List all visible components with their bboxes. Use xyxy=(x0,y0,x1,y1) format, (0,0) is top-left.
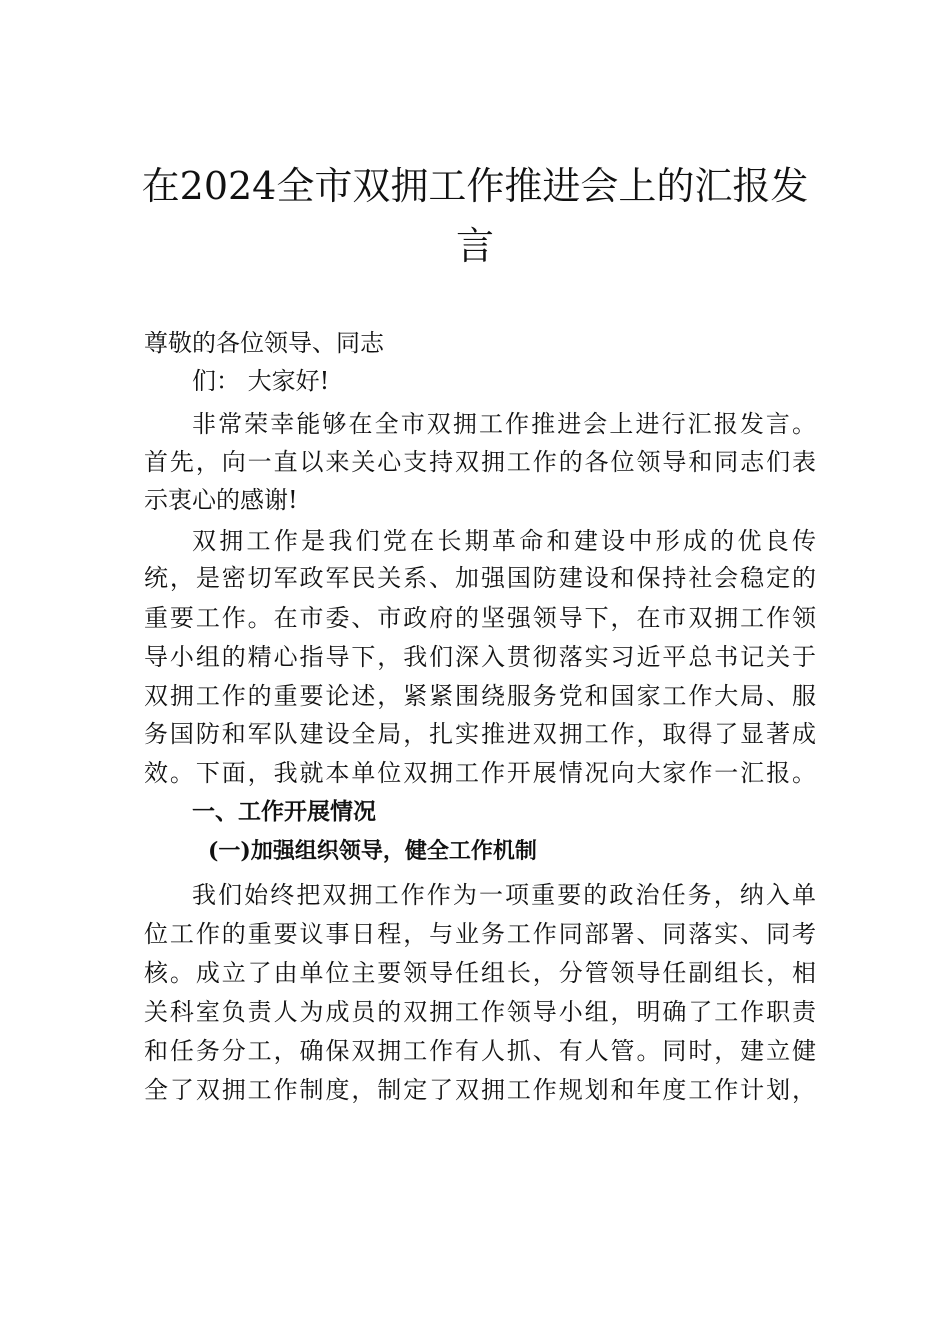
paragraph-line: 我们始终把双拥工作作为一项重要的政治任务，纳入单 xyxy=(192,881,816,909)
paragraph-line: 位工作的重要议事日程，与业务工作同部署、同落实、同考 xyxy=(144,920,816,948)
document-title-line-1: 在2024全市双拥工作推进会上的汇报发 xyxy=(141,164,809,208)
paragraph-line: 双拥工作的重要论述，紧紧围绕服务党和国家工作大局、服 xyxy=(144,682,816,710)
paragraph-line: 示衷心的感谢! xyxy=(144,486,298,514)
document-title-line-2: 言 xyxy=(455,224,494,268)
paragraph-line: 关科室负责人为成员的双拥工作领导小组，明确了工作职责 xyxy=(144,998,816,1026)
section-heading: 一、工作开展情况 xyxy=(192,799,376,825)
paragraph-line: 核。成立了由单位主要领导任组长，分管领导任副组长，相 xyxy=(144,959,816,987)
paragraph-line: 重要工作。在市委、市政府的坚强领导下，在市双拥工作领 xyxy=(144,604,816,632)
paragraph-line: 双拥工作是我们党在长期革命和建设中形成的优良传 xyxy=(192,527,816,555)
paragraph-line: 导小组的精心指导下，我们深入贯彻落实习近平总书记关于 xyxy=(144,643,816,671)
salutation-line: 尊敬的各位领导、同志 xyxy=(144,329,384,357)
paragraph-line: 首先，向一直以来关心支持双拥工作的各位领导和同志们表 xyxy=(144,448,816,476)
paragraph-line: 统，是密切军政军民关系、加强国防建设和保持社会稳定的 xyxy=(144,564,816,592)
paragraph-line: 非常荣幸能够在全市双拥工作推进会上进行汇报发言。 xyxy=(192,410,816,438)
greeting-line: 们： 大家好! xyxy=(192,367,330,395)
paragraph-line: 务国防和军队建设全局，扎实推进双拥工作，取得了显著成 xyxy=(144,720,816,748)
paragraph-line: 全了双拥工作制度，制定了双拥工作规划和年度工作计划， xyxy=(144,1076,816,1104)
subsection-heading: (一)加强组织领导，健全工作机制 xyxy=(208,838,537,864)
paragraph-line: 效。下面，我就本单位双拥工作开展情况向大家作一汇报。 xyxy=(144,759,816,787)
paragraph-line: 和任务分工，确保双拥工作有人抓、有人管。同时，建立健 xyxy=(144,1037,816,1065)
